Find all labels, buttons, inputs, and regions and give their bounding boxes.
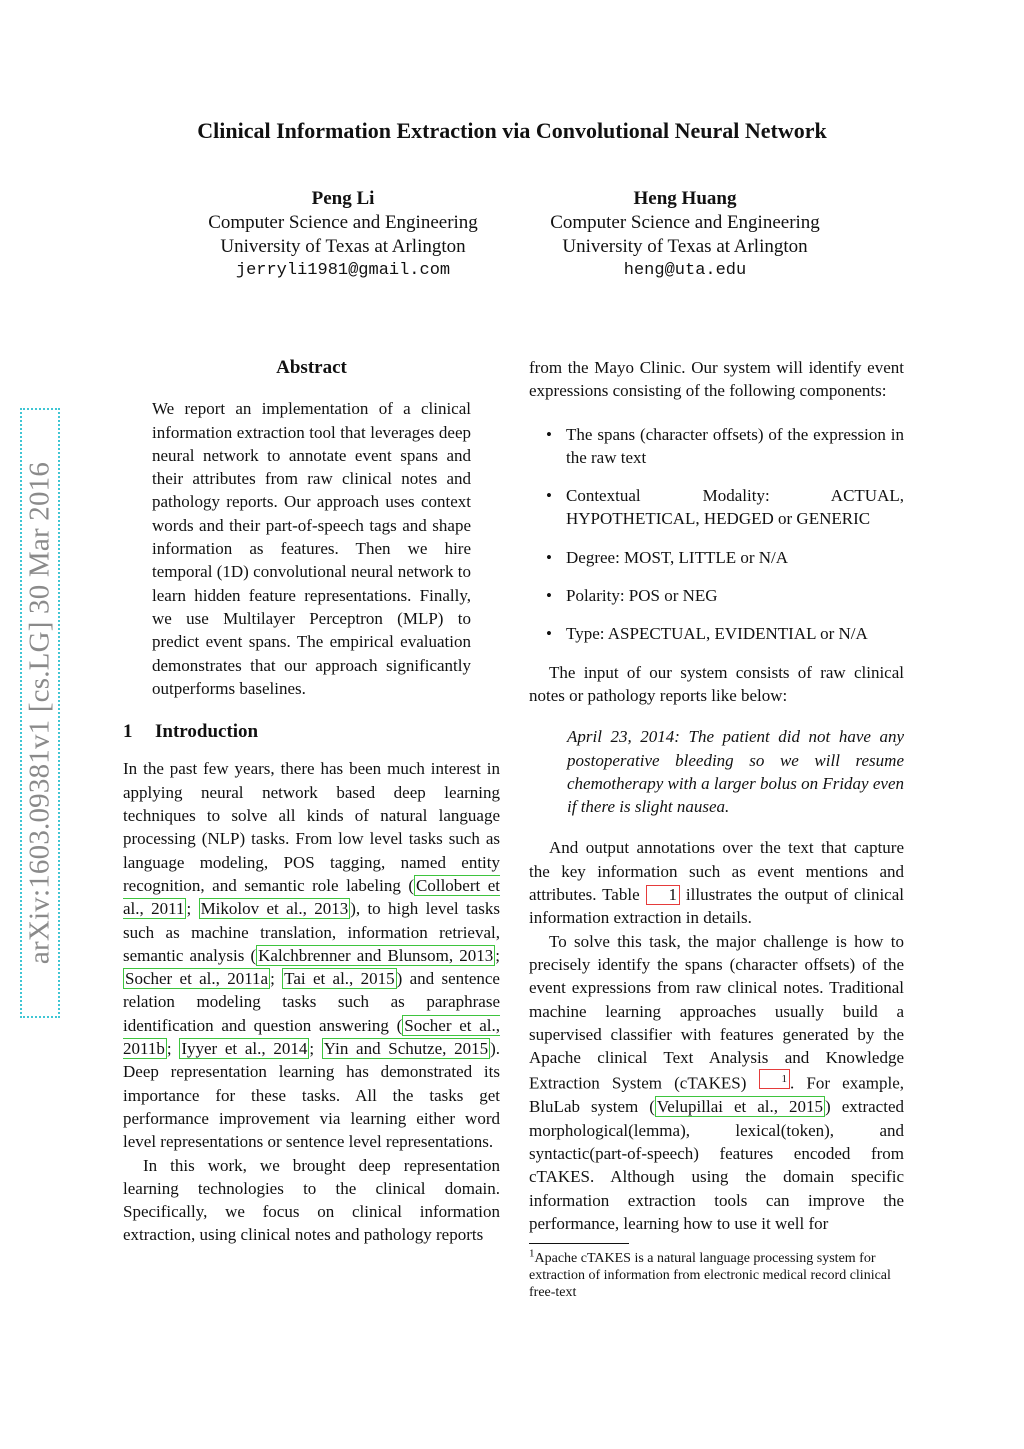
intro-text: ), to high level tasks such as machine translation, information retrieval, semantic analysis ( [123,899,500,965]
citation-separator: ; [495,945,500,965]
citation-separator: ; [270,969,283,989]
arxiv-id: arXiv:1603.09381v1 [cs.LG] 30 Mar 2016 [23,461,56,965]
citation-separator: ; [166,1039,180,1059]
author-block-2 [515,187,855,283]
body-text: illustrates the output of clinical information extraction in details. [529,885,904,928]
footnote-reference-link[interactable]: 1 [759,1069,791,1089]
author-name: Heng Huang [633,188,737,209]
author-dept: Computer Science and Engineering [550,212,820,233]
citation-link[interactable]: Iyyer et al., 2014 [181,1039,308,1059]
author-affiliation: University of Texas at Arlington [562,236,808,257]
body-text: . For example, BluLab system ( [529,1074,905,1117]
intro-paragraph-1 [123,757,500,1153]
citation-link[interactable]: Socher et al., 2011a [125,969,269,989]
author-email: jerryli1981@gmail.com [235,261,451,280]
body-text: And output annotations over the text that capture the key information such as event mentions and attributes. Table [529,838,904,905]
list-item: • Polarity: POS or NEG [529,584,904,607]
table-reference-link[interactable]: 1 [646,885,681,905]
citation-separator: ; [309,1039,322,1059]
author-name: Peng Li [311,188,375,209]
intro-text: ) and sentence relation modeling tasks such as paraphrase identification and question answering ( [123,969,500,1035]
body-text: To solve this task, the major challenge is how to precisely identify the spans (character offsets) of the event expressions from raw clinical notes. Traditional machine learning approaches usually build a supervised classifier with features generated by the Apache clinical Text Analysis and Knowledge Extraction System (cTAKES) [529,931,904,1094]
citation-link[interactable]: Collobert et al., 2011 [123,875,501,919]
author-affiliation: University of Texas at Arlington [220,236,466,257]
right-column [529,356,904,1301]
right-paragraph-0: from the Mayo Clinic. Our system will identify event expressions consisting of the following components: [529,358,904,401]
footnote-number: 1 [529,1247,535,1260]
right-paragraph-3 [529,930,904,1236]
list-item: • The spans (character offsets) of the expression in the raw text [529,423,904,470]
list-item: • Contextual Modality: ACTUAL, HYPOTHETICAL, HEDGED or GENERIC [529,484,904,531]
citation-link[interactable]: Mikolov et al., 2013 [200,899,349,919]
paper-title: Clinical Information Extraction via Convolutional Neural Network [197,118,827,143]
citation-link[interactable]: Socher et al., 2011b [123,1015,500,1059]
example-quote: April 23, 2014: The patient did not have any postoperative bleeding so we will resume chemotherapy with a larger bolus on Friday even if there is slight nausea. [567,727,904,817]
intro-text: In the past few years, there has been much interest in applying neural network based deep learning techniques to solve all kinds of natural language processing (NLP) tasks. From low level tasks such as language modeling, POS tagging, named entity recognition, and semantic role labeling ( [123,759,500,895]
author-email: heng@uta.edu [623,261,747,280]
arxiv-stamp [20,408,60,1018]
footnote [529,1247,904,1301]
citation-link[interactable]: Velupillai et al., 2015 [656,1097,824,1117]
section-heading-introduction [123,720,500,743]
citation-separator: ; [186,899,199,919]
abstract-heading: Abstract [276,357,347,378]
section-title: Introduction [155,721,259,743]
citation-link[interactable]: Kalchbrenner and Blunsom, 2013 [258,945,494,965]
right-paragraph-2 [529,836,904,929]
left-column [123,356,500,1247]
author-dept: Computer Science and Engineering [208,212,478,233]
author-block-1 [173,187,513,283]
intro-text: ). Deep representation learning has demonstrated its importance for these tasks. All the tasks get performance improvement via learning either word level representations or sentence level representations. [123,1039,500,1152]
section-number: 1 [123,721,133,743]
citation-link[interactable]: Yin and Schutze, 2015 [323,1039,489,1059]
list-item: • Type: ASPECTUAL, EVIDENTIAL or N/A [529,622,904,645]
footnote-text: Apache cTAKES is a natural language processing system for extraction of information from electronic medical record clinical free-text [529,1251,891,1301]
abstract-text: We report an implementation of a clinical information extraction tool that leverages deep neural network to annotate event spans and their attributes from raw clinical notes and pathology reports. Our approach uses context words and their part-of-speech tags and shape information as features. Then we hire temporal (1D) convolutional neural network to learn hidden feature representations. Finally, we use Multilayer Perceptron (MLP) to predict event spans. The empirical evaluation demonstrates that our approach significantly outperforms baselines. [152,399,471,698]
citation-link[interactable]: Tai et al., 2015 [284,969,395,989]
list-item: • Degree: MOST, LITTLE or N/A [529,546,904,569]
footnote-rule [529,1243,629,1244]
right-paragraph-1: The input of our system consists of raw clinical notes or pathology reports like below: [529,662,904,705]
intro-paragraph-2: In this work, we brought deep representation learning technologies to the clinical domain. Specifically, we focus on clinical information extraction, using clinical notes and pathology reports [123,1155,500,1245]
component-list [529,423,904,646]
body-text: ) extracted morphological(lemma), lexical(token), and syntactic(part-of-speech) features encoded from cTAKES. Although using the domain specific information extraction tools can improve the performance, learning how to use it well for [529,1097,904,1233]
